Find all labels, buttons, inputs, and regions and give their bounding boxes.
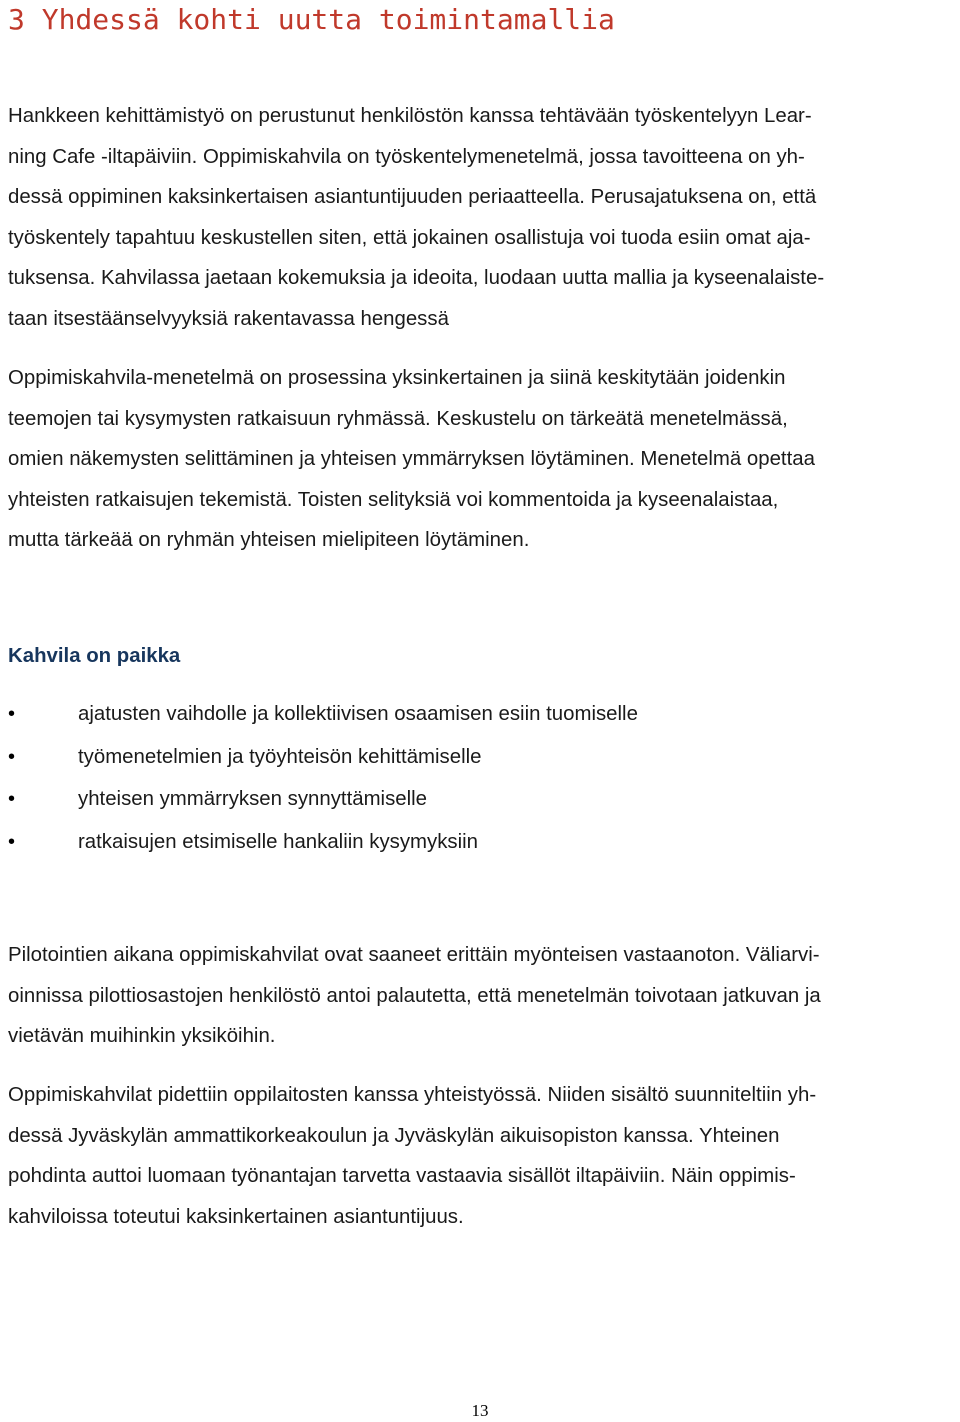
page-number: 13 [471,1401,489,1420]
paragraph-line: Oppimiskahvilat pidettiin oppilaitosten kanssa yhteistyössä. Niiden sisältö suunniteltiin yh- [8,1084,817,1106]
bullet-icon: • [8,788,16,810]
paragraph-line: teemojen tai kysymysten ratkaisuun ryhmässä. Keskustelu on tärkeätä menetelmässä, [8,407,788,430]
bullet-icon: • [8,745,16,768]
paragraph-line: tuksensa. Kahvilassa jaetaan kokemuksia ja ideoita, luodaan uutta mallia ja kyseenalaiste- [8,267,825,290]
list-item-text: ratkaisujen etsimiselle hankaliin kysymyksiin [78,830,479,853]
paragraph-cooperation [8,1075,960,1237]
subheading: Kahvila on paikka [8,645,181,667]
paragraph-line: Hankkeen kehittämistyö on perustunut henkilöstön kanssa tehtävään työskentelyyn Lear- [8,105,812,127]
paragraph-line: kahviloissa toteutui kaksinkertainen asiantuntijuus. [8,1205,464,1228]
list-item-text: yhteisen ymmärryksen synnyttämiselle [78,788,428,810]
paragraph-line: pohdinta auttoi luomaan työnantajan tarvetta vastaavia sisällöt iltapäiviin. Näin oppimis- [8,1165,796,1188]
paragraph-line: omien näkemysten selittäminen ja yhteisen ymmärryksen löytäminen. Menetelmä opettaa [8,448,815,471]
paragraph-line: Oppimiskahvila-menetelmä on prosessina yksinkertainen ja siinä keskitytään joidenkin [8,367,786,389]
paragraph-line: mutta tärkeää on ryhmän yhteisen mielipiteen löytäminen. [8,529,530,552]
paragraph-pilot [8,935,960,1057]
paragraph-line: taan itsestäänselvyyksiä rakentavassa hengessä [8,307,449,330]
list-item-text: ajatusten vaihdolle ja kollektiivisen osaamisen esiin tuomiselle [78,703,638,725]
bullet-icon: • [8,830,16,853]
paragraph-line: ning Cafe -iltapäiviin. Oppimiskahvila on työskentelymenetelmä, jossa tavoitteena on yh- [8,145,805,168]
paragraph-line: vietävän muihinkin yksiköihin. [8,1025,276,1048]
paragraph-line: dessä Jyväskylän ammattikorkeakoulun ja Jyväskylän aikuisopiston kanssa. Yhteinen [8,1124,780,1147]
paragraph-line: Pilotointien aikana oppimiskahvilat ovat saaneet erittäin myönteisen vastaanoton. Väliarvi- [8,944,820,966]
bullet-icon: • [8,703,16,725]
list-item-text: työmenetelmien ja työyhteisön kehittämiselle [78,745,482,768]
paragraph-line: yhteisten ratkaisujen tekemistä. Toisten selityksiä voi kommentoida ja kyseenalaistaa, [8,488,779,511]
paragraph-line: työskentely tapahtuu keskustellen siten, että jokainen osallistuja voi tuoda esiin omat aja- [8,226,811,249]
paragraph-line: oinnissa pilottiosastojen henkilöstö antoi palautetta, että menetelmän toivotaan jatkuvan ja [8,984,821,1007]
section-heading: 3 Yhdessä kohti uutta toimintamallia [8,3,615,36]
paragraph-line: dessä oppiminen kaksinkertaisen asiantuntijuuden periaatteella. Perusajatuksena on, että [8,186,817,209]
paragraph-method [8,358,960,561]
paragraph-intro [8,96,960,340]
